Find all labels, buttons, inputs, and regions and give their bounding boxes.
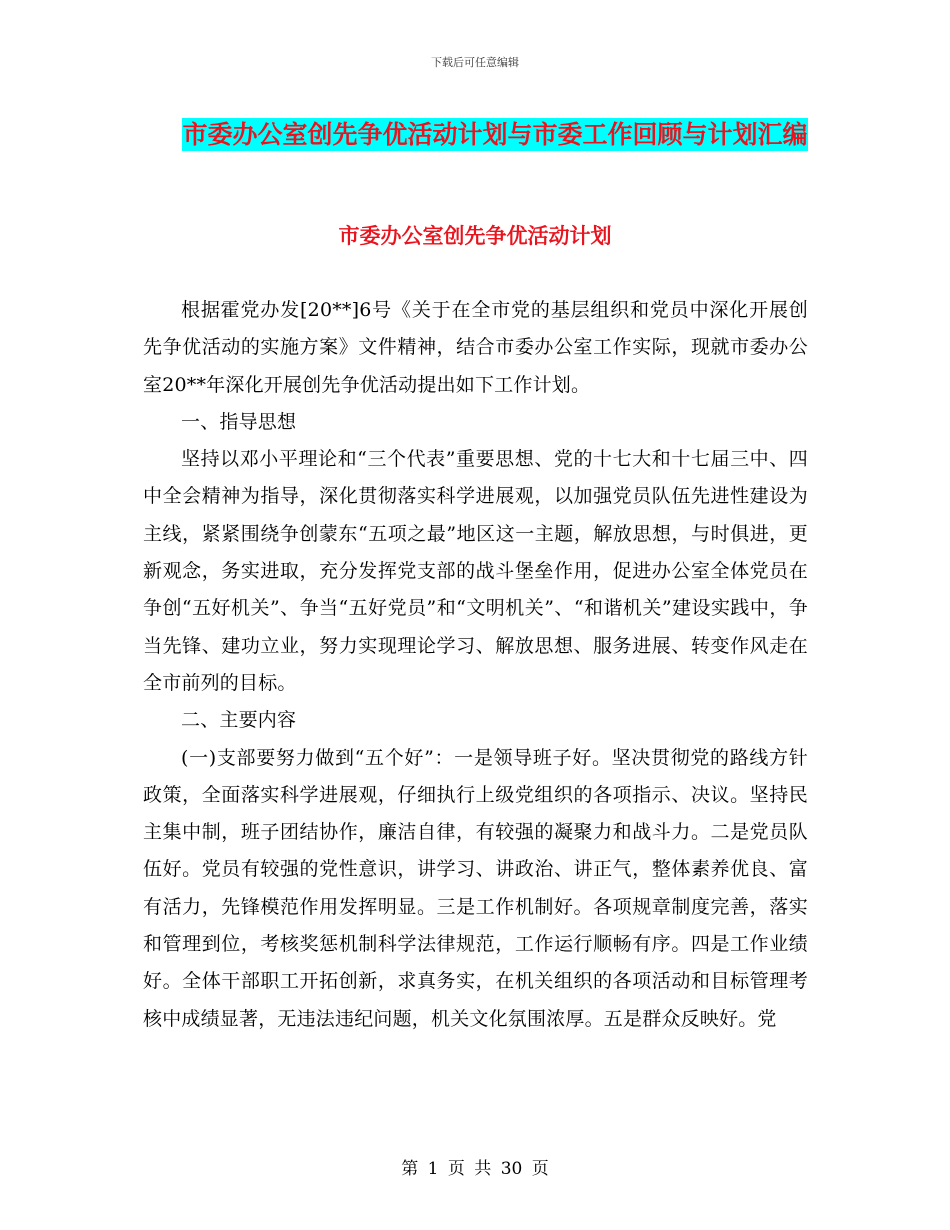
paragraph-main-content: (一)支部要努力做到“五个好”：一是领导班子好。坚决贯彻党的路线方针政策，全面落实科学进展观，仔细执行上级党组织的各项指示、决议。坚持民主集中制，班子团结协作，廉洁自律，有较强的凝聚力和战斗力。二是党员队伍好。党员有较强的党性意识，讲学习、讲政治、讲正气，整体素养优良、富有活力，先锋模范作用发挥明显。三是工作机制好。各项规章制度完善，落实和管理到位，考核奖惩机制科学法律规范，工作运行顺畅有序。四是工作业绩好。全体干部职工开拓创新，求真务实，在机关组织的各项活动和目标管理考核中成绩显著，无违法违纪问题，机关文化氛围浓厚。五是群众反映好。党 [143,746,808,1030]
paragraph-intro: 根据霍党办发[20**]6号《关于在全市党的基层组织和党员中深化开展创先争优活动的实施方案》文件精神，结合市委办公室工作实际，现就市委办公室20**年深化开展创先争优活动提出如下工作计划。 [143,299,808,396]
section-title: 市委办公室创先争优活动计划 [338,223,612,248]
heading-guiding-ideology: 一、指导思想 [181,410,297,433]
document-title [150,112,840,158]
document-title-text: 市委办公室创先争优活动计划与市委工作回顾与计划汇编 [182,120,808,149]
page-footer: 第 1 页 共 30 页 [401,1159,549,1179]
header-note: 下载后可任意编辑 [431,56,519,69]
paragraph-guiding-ideology: 坚持以邓小平理论和“三个代表”重要思想、党的十七大和十七届三中、四中全会精神为指导，深化贯彻落实科学进展观，以加强党员队伍先进性建设为主线，紧紧围绕争创蒙东“五项之最”地区这一主题，解放思想，与时俱进，更新观念，务实进取，充分发挥党支部的战斗堡垒作用，促进办公室全体党员在争创“五好机关”、争当“五好党员”和“文明机关”、“和谐机关”建设实践中，争当先锋、建功立业，努力实现理论学习、解放思想、服务进展、转变作风走在全市前列的目标。 [143,448,808,694]
document-body [143,292,808,1038]
heading-main-content: 二、主要内容 [181,709,297,732]
